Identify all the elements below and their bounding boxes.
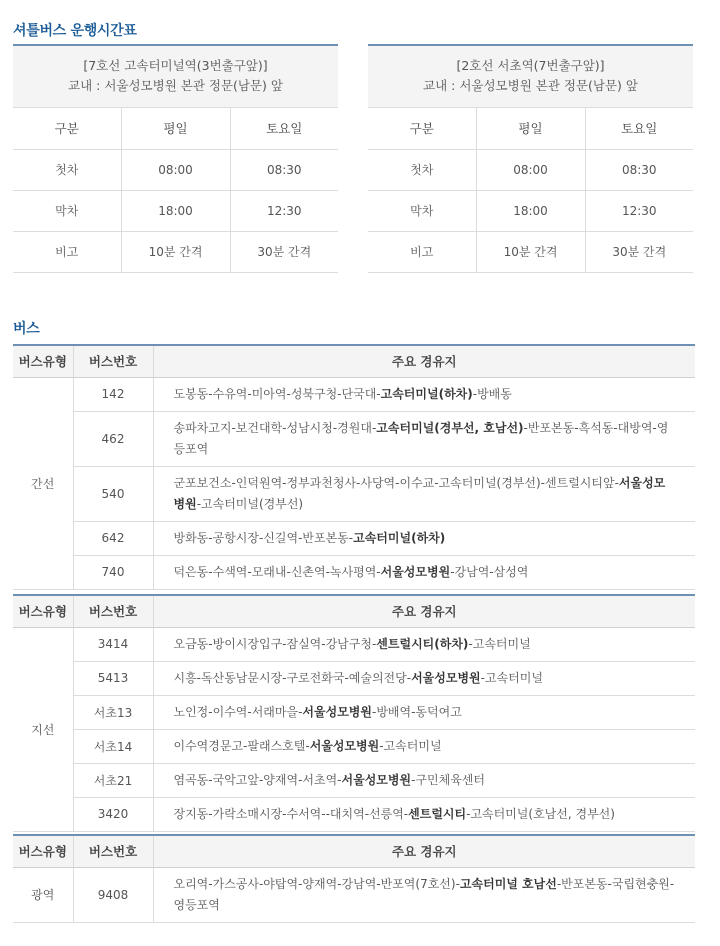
column-header: 주요 경유지 xyxy=(153,595,695,627)
column-header: 버스유형 xyxy=(13,345,73,377)
route-cell xyxy=(153,729,695,763)
bus-number-cell: 서초21 xyxy=(73,763,153,797)
column-header: 버스유형 xyxy=(13,595,73,627)
column-header: 버스유형 xyxy=(13,835,73,867)
shuttle-title: 셔틀버스 운행시간표 xyxy=(13,23,137,39)
route-text: -고속터미널(호남선, 경부선) xyxy=(466,806,615,821)
route-cell xyxy=(153,695,695,729)
table-row xyxy=(13,729,695,763)
bus-number-cell: 462 xyxy=(73,411,153,466)
route-cell xyxy=(153,555,695,589)
row-label: 막차 xyxy=(13,190,121,231)
highlight-stop: 서울성모병원 xyxy=(309,738,380,753)
table-row xyxy=(13,377,695,411)
route-text: -구민체육센터 xyxy=(411,772,485,787)
route-text: -고속터미널(경부선) xyxy=(196,496,304,511)
bus-number-cell: 서초14 xyxy=(73,729,153,763)
interval-cell: 30분 간격 xyxy=(230,231,338,272)
route-text: 이수역경문고-팔래스호텔- xyxy=(173,738,310,753)
table-row xyxy=(13,521,695,555)
route-cell xyxy=(153,661,695,695)
bus-number-cell: 서초13 xyxy=(73,695,153,729)
bus-number-cell: 3420 xyxy=(73,797,153,831)
shuttle-table-line2 xyxy=(368,44,693,273)
time-cell: 08:00 xyxy=(121,149,230,190)
route-cell xyxy=(153,521,695,555)
highlight-stop: 고속터미널(하차) xyxy=(353,530,446,545)
table-row xyxy=(13,466,695,521)
bus-table-2 xyxy=(13,834,695,923)
time-cell: 18:00 xyxy=(476,190,585,231)
row-label: 비고 xyxy=(368,231,476,272)
table-row xyxy=(13,627,695,661)
route-text: 염곡동-국악고앞-양재역-서초역- xyxy=(173,772,342,787)
bus-table-0 xyxy=(13,344,695,590)
route-text: 방화동-공항시장-신길역-반포본동- xyxy=(173,530,354,545)
table-row xyxy=(13,867,695,922)
bus-number-cell: 642 xyxy=(73,521,153,555)
bus-number-cell: 3414 xyxy=(73,627,153,661)
time-cell: 12:30 xyxy=(585,190,693,231)
column-header: 토요일 xyxy=(585,107,693,149)
highlight-stop: 고속터미널 호남선 xyxy=(459,876,557,891)
column-header: 버스번호 xyxy=(73,345,153,377)
route-text: 덕은동-수색역-모래내-신촌역-녹사평역- xyxy=(173,564,381,579)
route-cell xyxy=(153,797,695,831)
highlight-stop: 서울성모병원 xyxy=(411,670,481,685)
highlight-stop: 서울성모병원 xyxy=(173,475,666,511)
bus-number-cell: 9408 xyxy=(73,867,153,922)
highlight-stop: 센트럴시티 xyxy=(408,806,467,821)
route-text: -고속터미널 xyxy=(468,636,531,651)
table-row xyxy=(13,411,695,466)
station-name: [2호선 서초역(7번출구앞)] xyxy=(456,58,605,74)
time-cell: 12:30 xyxy=(230,190,338,231)
shuttle-table-header xyxy=(13,45,338,107)
route-text: 군포보건소-인덕원역-정부과천청사-사당역-이수교-고속터미널(경부선)-센트럴시티앞- xyxy=(173,475,619,490)
highlight-stop: 서울성모병원 xyxy=(302,704,372,719)
row-label: 첫차 xyxy=(13,149,121,190)
route-text: 시흥-독산동남문시장-구로전화국-예술의전당- xyxy=(173,670,412,685)
route-text: -반포본동-흑석동-대방역-영등포역 xyxy=(173,420,669,456)
column-header: 구분 xyxy=(368,107,476,149)
highlight-stop: 고속터미널(하차) xyxy=(380,386,473,401)
highlight-stop: 센트럴시티(하차) xyxy=(376,636,469,651)
route-cell xyxy=(153,411,695,466)
route-text: -반포본동-국립현충원-영등포역 xyxy=(173,876,675,912)
time-cell: 08:30 xyxy=(585,149,693,190)
route-text: 오금동-방이시장입구-잠실역-강남구청- xyxy=(173,636,377,651)
interval-cell: 30분 간격 xyxy=(585,231,693,272)
highlight-stop: 서울성모병원 xyxy=(380,564,451,579)
column-header: 구분 xyxy=(13,107,121,149)
column-header: 주요 경유지 xyxy=(153,835,695,867)
highlight-stop: 서울성모병원 xyxy=(341,772,412,787)
route-text: 도봉동-수유역-미아역-성북구청-단국대- xyxy=(173,386,381,401)
bus-type-cell: 광역 xyxy=(13,867,73,922)
route-cell xyxy=(153,763,695,797)
campus-stop: 교내 : 서울성모병원 본관 정문(남문) 앞 xyxy=(68,78,283,94)
route-cell xyxy=(153,466,695,521)
bus-type-cell: 간선 xyxy=(13,377,73,589)
time-cell: 18:00 xyxy=(121,190,230,231)
table-row xyxy=(13,661,695,695)
column-header: 토요일 xyxy=(230,107,338,149)
table-row xyxy=(13,763,695,797)
column-header: 평일 xyxy=(121,107,230,149)
table-row xyxy=(13,555,695,589)
time-cell: 08:00 xyxy=(476,149,585,190)
column-header: 버스번호 xyxy=(73,595,153,627)
shuttle-table-header xyxy=(368,45,693,107)
route-text: 오리역-가스공사-야탑역-양재역-강남역-반포역(7호선)- xyxy=(173,876,460,891)
bus-number-cell: 740 xyxy=(73,555,153,589)
shuttle-table-line7 xyxy=(13,44,338,273)
table-row xyxy=(13,797,695,831)
highlight-stop: 고속터미널(경부선, 호남선) xyxy=(376,420,524,435)
route-text: 노인정-이수역-서래마을- xyxy=(173,704,303,719)
route-cell xyxy=(153,627,695,661)
route-text: -방배동 xyxy=(472,386,512,401)
bus-type-cell: 지선 xyxy=(13,627,73,831)
bus-number-cell: 5413 xyxy=(73,661,153,695)
route-text: -고속터미널 xyxy=(379,738,442,753)
bus-number-cell: 540 xyxy=(73,466,153,521)
route-text: 장지동-가락소매시장-수서역--대치역-선릉역- xyxy=(173,806,409,821)
route-cell xyxy=(153,377,695,411)
bus-number-cell: 142 xyxy=(73,377,153,411)
row-label: 첫차 xyxy=(368,149,476,190)
campus-stop: 교내 : 서울성모병원 본관 정문(남문) 앞 xyxy=(423,78,638,94)
station-name: [7호선 고속터미널역(3번출구앞)] xyxy=(83,58,268,74)
route-text: -고속터미널 xyxy=(480,670,543,685)
time-cell: 08:30 xyxy=(230,149,338,190)
interval-cell: 10분 간격 xyxy=(121,231,230,272)
route-text: 송파차고지-보건대학-성남시청-경원대- xyxy=(173,420,377,435)
bus-table-1 xyxy=(13,594,695,832)
column-header: 주요 경유지 xyxy=(153,345,695,377)
column-header: 버스번호 xyxy=(73,835,153,867)
route-text: -강남역-삼성역 xyxy=(450,564,529,579)
route-cell xyxy=(153,867,695,922)
bus-title: 버스 xyxy=(13,321,40,337)
table-row xyxy=(13,695,695,729)
column-header: 평일 xyxy=(476,107,585,149)
row-label: 비고 xyxy=(13,231,121,272)
route-text: -방배역-동덕여고 xyxy=(371,704,462,719)
interval-cell: 10분 간격 xyxy=(476,231,585,272)
row-label: 막차 xyxy=(368,190,476,231)
